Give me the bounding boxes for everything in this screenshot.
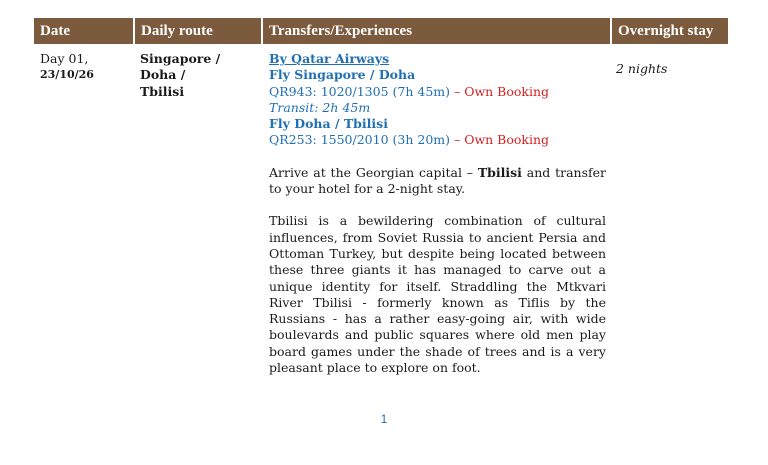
arrival-paragraph xyxy=(269,165,606,198)
header-overnight-stay: Overnight stay xyxy=(612,18,728,44)
route-line: Doha / xyxy=(140,67,186,83)
header-date: Date xyxy=(34,18,133,44)
flight1-title: Fly Singapore / Doha xyxy=(269,67,416,83)
transit-info: Transit: 2h 45m xyxy=(269,99,371,115)
header-daily-route: Daily route xyxy=(135,18,261,44)
description-paragraph: Tbilisi is a bewildering combination of cultural influences, from Soviet Russia to ancient Persia and Ottoman Turkey, but despite being located between these three giants it has managed to carve out a unique identity for itself. Straddling the Mtkvari River Tbilisi - formerly known as Tiflis by the Russians - has a rather easy-going air, with wide boulevards and public squares where old men play board games under the shade of trees and is a very pleasant place to explore on foot. xyxy=(269,213,606,376)
arrival-text-start: Arrive at the Georgian capital – xyxy=(269,164,478,180)
flight1-line xyxy=(269,84,606,100)
day-label: Day 01, xyxy=(40,51,89,66)
route-cell xyxy=(140,51,258,100)
overnight-stay-cell: 2 nights xyxy=(616,61,668,76)
page-number: 1 xyxy=(380,412,388,426)
flight2-code: QR253: 1550/2010 (3h 20m) xyxy=(269,132,450,148)
flight1-code: QR943: 1020/1305 (7h 45m) xyxy=(269,83,450,99)
own-booking-label: – Own Booking xyxy=(453,83,550,99)
route-line: Tbilisi xyxy=(140,83,185,99)
header-transfers-experiences: Transfers/Experiences xyxy=(263,18,610,44)
flight2-line xyxy=(269,132,606,148)
transfers-cell xyxy=(269,51,606,376)
date-value: 23/10/26 xyxy=(40,68,94,82)
date-cell xyxy=(40,51,132,84)
own-booking-label: – Own Booking xyxy=(453,132,550,148)
flight2-title: Fly Doha / Tbilisi xyxy=(269,116,388,132)
airline-link[interactable]: By Qatar Airways xyxy=(269,51,390,66)
route-line: Singapore / xyxy=(140,51,221,66)
arrival-city: Tbilisi xyxy=(477,164,522,180)
arrival-text-end: and transfer to your hotel for a 2-night stay. xyxy=(269,164,606,197)
